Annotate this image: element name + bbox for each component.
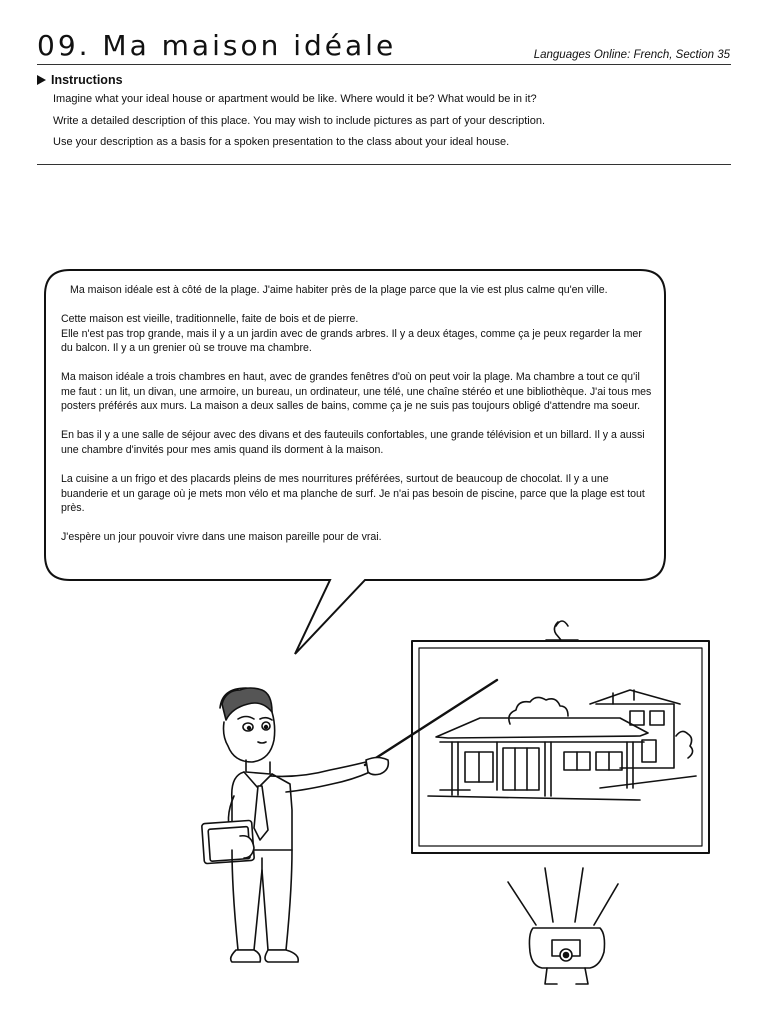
instruction-item: Imagine what your ideal house or apartment would be like. Where would it be? What would be in it? [53, 93, 537, 105]
instruction-item: Write a detailed description of this place. You may wish to include pictures as part of your description. [53, 114, 546, 127]
projector-icon [508, 868, 618, 984]
source-credit: Languages Online: French, Section 35 [533, 49, 730, 61]
bubble-paragraph: Ma maison idéale a trois chambres en haut, avec de grandes fenêtres d'où on peut voir la plage. Ma chambre a tout ce qu'il me faut : un lit, un divan, une armoire, un bureau, un ordinateur, une télé, une chaîne stéréo et une bibliothèque. J'ai tous mes posters préférés aux murs. La maison a deux salles de bains, comme ça je ne suis pas toujours obligé d'attendre ma soeur. [61, 371, 652, 413]
instruction-item: Use your description as a basis for a spoken presentation to the class about your ideal house. [53, 136, 510, 148]
bubble-paragraph: Ma maison idéale est à côté de la plage. J'aime habiter près de la plage parce que la vie est plus calme qu'en ville. [70, 284, 608, 296]
bubble-paragraph: La cuisine a un frigo et des placards pleins de mes nourritures préférées, surtout de beaucoup de chocolat. Il y a une buanderie et un garage où je mets mon vélo et ma planche de surf. Je n'ai pas besoin de piscine, parce que la plage est tout près. [61, 472, 645, 515]
page-title: 09. Ma maison idéale [37, 29, 397, 62]
instructions-heading-label: Instructions [51, 73, 123, 87]
framed-house-picture [412, 621, 709, 853]
bubble-paragraph: En bas il y a une salle de séjour avec des divans et des fauteuils confortables, une grande télévision et un billard. Il y a aussi une chambre d'invités pour mes amis quand ils dorment à la maison. [61, 429, 645, 456]
bubble-paragraph: J'espère un jour pouvoir vivre dans une maison pareille pour de vrai. [61, 531, 382, 544]
bubble-paragraph: Cette maison est vieille, traditionnelle, faite de bois et de pierre. Elle n'est pas trop grande, mais il y a un jardin avec de grands arbres. Il y a deux étages, comme ça je peux regarder la mer du balcon. Il y a un grenier où se trouve ma chambre. [61, 312, 642, 355]
